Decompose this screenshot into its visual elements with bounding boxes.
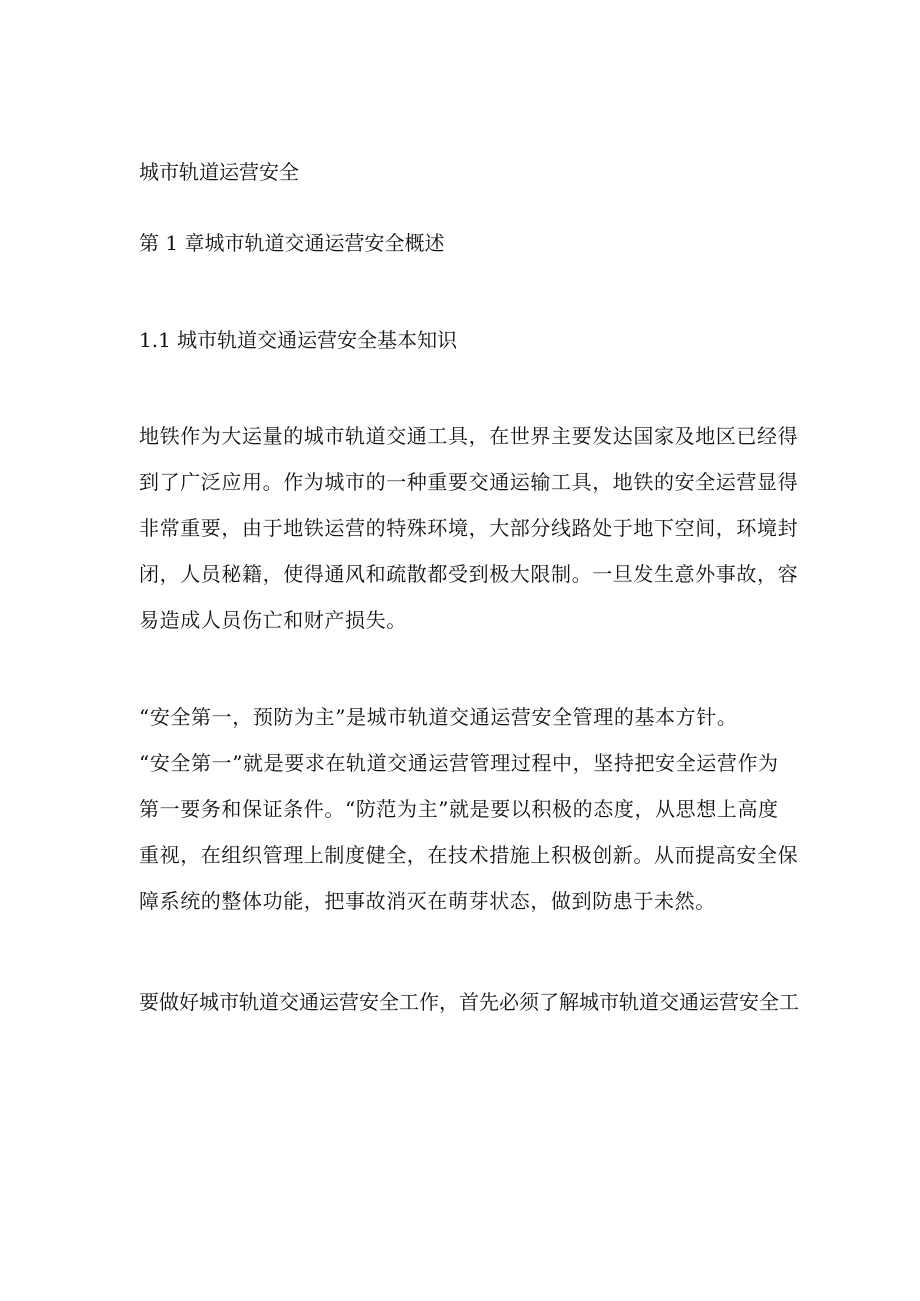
paragraph-line: 要做好城市轨道交通运营安全工作，首先必须了解城市轨道交通运营安全工 xyxy=(139,990,799,1014)
paragraph-line: 到了广泛应用。作为城市的一种重要交通运输工具，地铁的安全运营显得 xyxy=(139,470,799,494)
paragraph-line: “安全第一”就是要求在轨道交通运营管理过程中，坚持把安全运营作为 xyxy=(139,751,779,775)
paragraph-line: 非常重要，由于地铁运营的特殊环境，大部分线路处于地下空间，环境封 xyxy=(139,516,799,540)
paragraph-line: 地铁作为大运量的城市轨道交通工具，在世界主要发达国家及地区已经得 xyxy=(139,424,799,448)
paragraph-line: 重视，在组织管理上制度健全，在技术措施上积极创新。从而提高安全保 xyxy=(139,843,799,867)
paragraph-line: “安全第一，预防为主”是城市轨道交通运营安全管理的基本方针。 xyxy=(139,705,738,729)
document-title: 城市轨道运营安全 xyxy=(139,160,299,184)
chapter-heading: 第 1 章城市轨道交通运营安全概述 xyxy=(139,231,445,255)
paragraph-line: 障系统的整体功能，把事故消灭在萌芽状态，做到防患于未然。 xyxy=(139,889,716,913)
paragraph-line: 易造成人员伤亡和财产损失。 xyxy=(139,608,407,632)
section-heading: 1.1 城市轨道交通运营安全基本知识 xyxy=(139,328,458,352)
paragraph-line: 闭，人员秘籍，使得通风和疏散都受到极大限制。一旦发生意外事故，容 xyxy=(139,562,799,586)
paragraph-line: 第一要务和保证条件。“防范为主”就是要以积极的态度，从思想上高度 xyxy=(139,797,779,821)
